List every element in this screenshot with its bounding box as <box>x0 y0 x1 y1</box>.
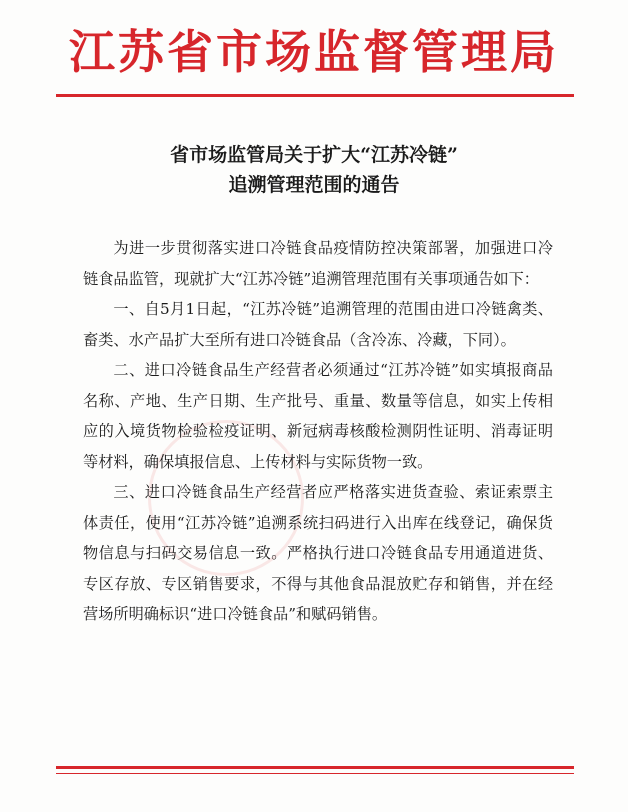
paragraph-item-1: 一、自5月1日起，“江苏冷链”追溯管理的范围由进口冷链禽类、畜类、水产品扩大至所有进口冷链食品（含冷冻、冷藏，下同）。 <box>83 300 553 349</box>
footer-red-rule <box>56 766 574 769</box>
footer-red-rule-thin <box>56 773 574 774</box>
notice-title-line1: 省市场监管局关于扩大“江苏冷链” <box>170 144 458 166</box>
org-header: 江苏省市场监督管理局 <box>69 25 559 79</box>
paragraph-item-2: 二、进口冷链食品生产经营者必须通过“江苏冷链”如实填报商品名称、产地、生产日期、生产批号、重量、数量等信息，如实上传相应的入境货物检验检疫证明、新冠病毒核酸检测阴性证明、消毒证明等材料，确保填报信息、上传材料与实际货物一致。 <box>83 361 553 471</box>
notice-title-line2: 追溯管理范围的通告 <box>228 174 400 196</box>
notice-title <box>0 140 628 200</box>
paragraph-item-3: 三、进口冷链食品生产经营者应严格落实进货查验、索证索票主体责任，使用“江苏冷链”追溯系统扫码进行入出库在线登记，确保货物信息与扫码交易信息一致。严格执行进口冷链食品专用通道进货、专区存放、专区销售要求，不得与其他食品混放贮存和销售，并在经营场所明确标识“进口冷链食品”和赋码销售。 <box>83 483 553 623</box>
notice-body <box>83 233 553 630</box>
paragraph-intro: 为进一步贯彻落实进口冷链食品疫情防控决策部署，加强进口冷链食品监管，现就扩大“江苏冷链”追溯管理范围有关事项通告如下： <box>83 239 553 288</box>
header-red-rule <box>56 94 574 97</box>
